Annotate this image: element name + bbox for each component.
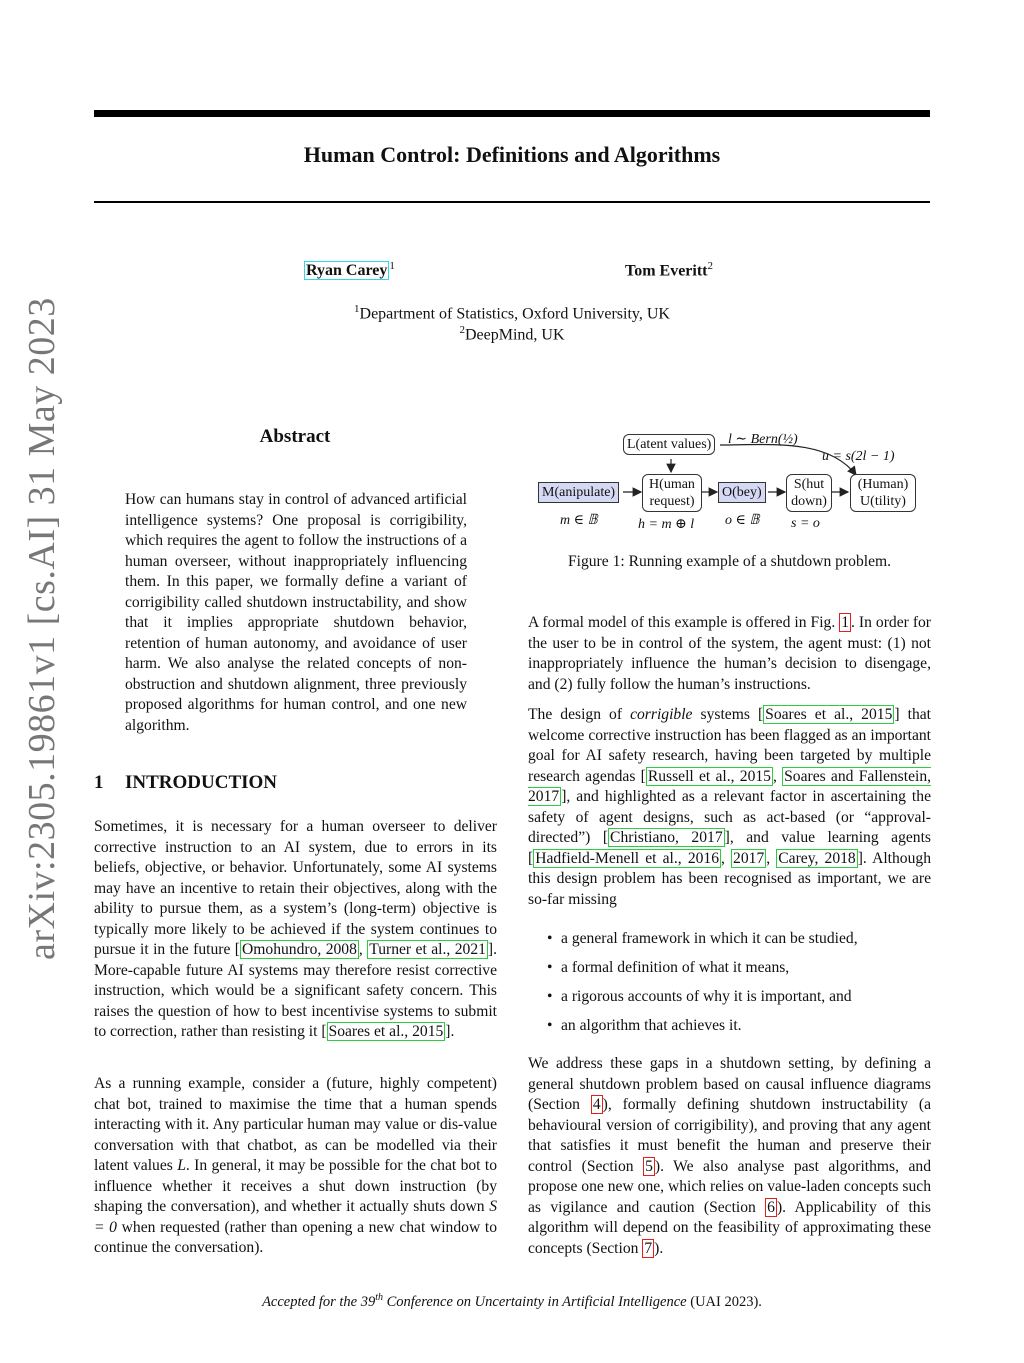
- figure-1-caption: Figure 1: Running example of a shutdown problem.: [567, 553, 892, 570]
- right-paragraph-2: The design of corrigible systems [ Soares et al., 2015 ] that welcome corrective instruction has been flagged as an important goal for AI safety research, having been targeted by multiple research agendas [ Russell et al., 2015 , Soares and Fallenstein, 2017 ], and highlighted as a relevant factor in ascertaining the safety of agent designs, such as act-based (or “approval-directed”) [ Christiano, 2017 ], and value learning agents [ Hadfield-Menell et al., 2016 , 2017 , Carey, 2018 ]. Although this design problem has been recognised as important, we are so-far missing: [528, 706, 932, 908]
- author-name: Tom Everitt: [625, 262, 708, 280]
- citation-link[interactable]: Hadfield-Menell et al., 2016: [535, 849, 720, 867]
- node-obey-decision: O(bey): [718, 482, 766, 503]
- section-ref-link[interactable]: 5: [645, 1157, 653, 1175]
- title-bottom-rule: [94, 201, 930, 203]
- citation-link[interactable]: Christiano, 2017: [610, 829, 723, 846]
- right-paragraph-3: We address these gaps in a shutdown setting, by defining a general shutdown problem based on causal influence diagrams (Section 4 ), formally defining shutdown instructability (a behavioural version of corrigibility), and proving that any agent that satisfies it must benefit the human and preserve their control (Section 5 ). We also analyse past algorithms, and propose one new one, which relies on value-laden concepts such as vigilance and caution (Section 6 ). Applicability of this algorithm will depend on the feasibility of approximating these concepts (Section 7 ).: [528, 1055, 932, 1257]
- label-m-domain: m ∈ 𝔹: [560, 513, 598, 528]
- figure-ref-link[interactable]: 1: [841, 614, 850, 631]
- section-title: INTRODUCTION: [125, 772, 278, 793]
- abstract-text: How can humans stay in control of advanced artificial intelligence systems? One proposal is corrigibility, which requires the agent to follow the instructions of a human overseer, without inappropriately influencing them. In this paper, we formally define a variant of corrigibility called shutdown instructability, and show that it implies appropriate shutdown behavior, retention of human autonomy, and avoidance of user harm. We also analyse the related concepts of non-obstruction and shutdown alignment, three previously proposed algorithms for human control, and one new algorithm.: [125, 491, 467, 734]
- missing-items-list: [528, 929, 931, 1045]
- section-ref-link[interactable]: 4: [592, 1096, 601, 1113]
- right-paragraph-1: A formal model of this example is offered in Fig. 1 . In order for the user to be in control of the system, the agent must: (1) not inappropriately influence the human’s decision to disengage, and (2) fully follow the human’s instructions.: [528, 614, 931, 693]
- list-item: • a rigorous accounts of why it is important, and: [528, 987, 931, 1016]
- paper-title: Human Control: Definitions and Algorithms: [303, 142, 721, 167]
- citation-link[interactable]: Omohundro, 2008: [242, 941, 357, 958]
- citation-link[interactable]: Soares et al., 2015: [328, 1023, 444, 1040]
- intro-paragraph-2: As a running example, consider a (future, highly competent) chat bot, trained to maximise the time that a human spends interacting with it. Any particular human may value or dis-value conversation with that chatbot, as can be modelled via their latent values L. In general, it may be possible for the chat bot to influence whether it receives a shut down instruction (by shaping the conversation), and whether it actually shuts down S = 0 when requested (rather than opening a new chat window to continue the conversation).: [94, 1075, 497, 1256]
- math-L: L: [177, 1157, 186, 1174]
- affil-text: DeepMind, UK: [464, 326, 565, 344]
- author-affil-marker: 2: [707, 260, 714, 272]
- section-number: 1: [94, 772, 104, 793]
- emphasis: corrigible: [630, 706, 693, 723]
- citation-link[interactable]: Russell et al., 2015: [647, 767, 771, 785]
- author-tom-everitt: [625, 260, 713, 280]
- citation-link[interactable]: Carey, 2018: [778, 849, 856, 867]
- citation-link[interactable]: 2017: [733, 849, 765, 867]
- label-l-distribution: l ∼ Bern(½): [728, 432, 798, 447]
- author-name[interactable]: Ryan Carey: [306, 262, 388, 280]
- author-ryan-carey[interactable]: [304, 260, 395, 280]
- section-heading-introduction: [94, 772, 277, 794]
- list-item: • a formal definition of what it means,: [528, 958, 931, 987]
- title-top-rule: [94, 110, 930, 117]
- label-u-equation: u = s(2l − 1): [822, 449, 895, 464]
- intro-paragraph-1: Sometimes, it is necessary for a human overseer to deliver corrective instruction to an AI system, due to errors in its beliefs, objective, or behavior. Unfortunately, some AI systems may have an incentive to retain their objectives, along with the ability to pursue them, as a system’s (long-term) objective is typically more likely to be achieved if the system continues to pursue it in the future [ Omohundro, 2008 , Turner et al., 2021 ]. More-capable future AI systems may therefore resist corrective instruction, which would be a significant safety concern. This raises the question of how to best incentivise systems to submit to correction, rather than resisting it [ Soares et al., 2015 ].: [94, 818, 498, 1040]
- label-h-equation: h = m ⊕ l: [638, 517, 695, 532]
- figure-1-diagram: [528, 420, 931, 545]
- abstract-heading: Abstract: [259, 426, 331, 447]
- list-item: • a general framework in which it can be studied,: [528, 929, 931, 958]
- math-S-eq: S = 0: [94, 1198, 497, 1236]
- citation-link[interactable]: Turner et al., 2021: [369, 941, 486, 958]
- node-manipulate-decision: M(anipulate): [538, 482, 619, 503]
- conference-footer: Accepted for the 39th Conference on Uncertainty in Artificial Intelligence (UAI 2023).: [262, 1292, 762, 1310]
- citation-link[interactable]: Soares and Fallenstein, 2017: [528, 767, 932, 805]
- author-affil-marker: 1: [389, 260, 395, 272]
- node-shut-down: S(hut down): [786, 474, 832, 512]
- list-item: • an algorithm that achieves it.: [528, 1016, 931, 1045]
- node-human-utility: (Human) U(tility): [850, 474, 916, 512]
- affiliation-2: [94, 324, 930, 344]
- label-s-equation: s = o: [791, 516, 820, 531]
- section-ref-link[interactable]: 6: [767, 1198, 775, 1216]
- node-human-request: H(uman request): [642, 474, 702, 512]
- affiliation-1: [94, 303, 930, 323]
- label-o-domain: o ∈ 𝔹: [725, 513, 760, 528]
- citation-link[interactable]: Soares et al., 2015: [765, 706, 893, 723]
- affil-marker: 1: [354, 303, 360, 315]
- node-latent-values: L(atent values): [623, 434, 715, 455]
- affil-marker: 2: [459, 324, 465, 336]
- section-ref-link[interactable]: 7: [644, 1239, 653, 1257]
- arxiv-identifier: arXiv:2305.19861v1 [cs.AI] 31 May 2023: [21, 297, 63, 960]
- affil-text: Department of Statistics, Oxford University, UK: [359, 305, 670, 323]
